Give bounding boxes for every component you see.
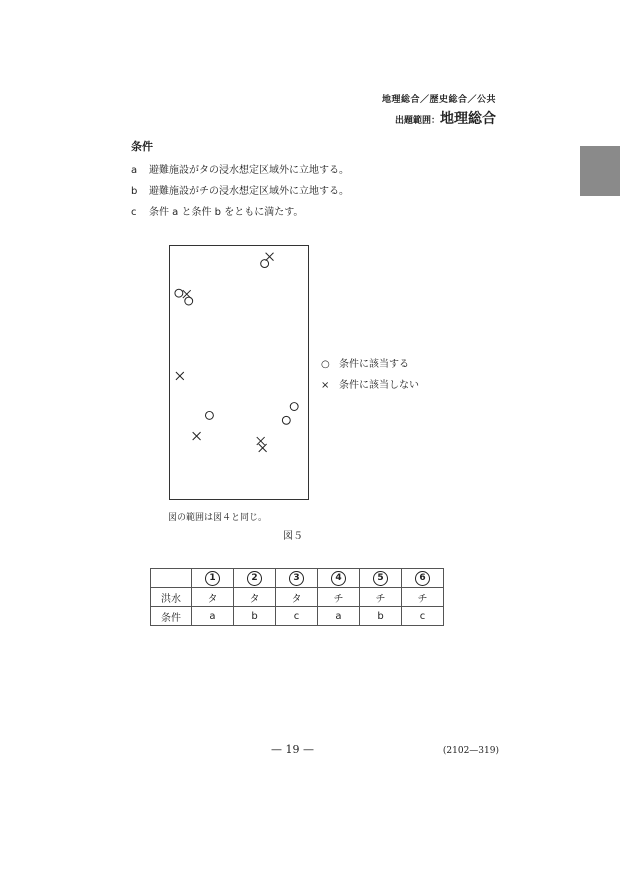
- marker-cross: [176, 372, 184, 380]
- condition-a: [131, 161, 349, 176]
- choice-4: 4: [318, 569, 360, 588]
- legend-not-meets: [321, 376, 419, 391]
- condition-text: 条件 a と条件 b をともに満たす。: [149, 207, 304, 218]
- table-cell: b: [360, 607, 402, 626]
- choice-6: 6: [402, 569, 444, 588]
- marker-cross: [266, 253, 274, 261]
- table-header-row: [151, 569, 444, 588]
- range-label: 出題範囲：: [394, 116, 440, 126]
- figure-caption: 図５: [283, 531, 303, 542]
- marker-cross: [257, 437, 265, 445]
- circle-symbol: ○: [321, 359, 330, 370]
- condition-letter: b: [131, 186, 138, 197]
- row-label: 洪水: [151, 588, 192, 607]
- marker-circle: [290, 403, 298, 411]
- table-cell: c: [276, 607, 318, 626]
- header-subjects: 地理総合／歴史総合／公共: [381, 95, 496, 105]
- legend-label: 条件に該当する: [339, 359, 409, 370]
- answer-table: [150, 568, 444, 626]
- table-cell: タ: [192, 588, 234, 607]
- page-number: — 19 —: [271, 743, 314, 756]
- choice-5: 5: [360, 569, 402, 588]
- condition-letter: c: [131, 207, 137, 218]
- table-row: [151, 607, 444, 626]
- legend-meets: [321, 355, 409, 370]
- side-tab: [580, 146, 620, 196]
- table-cell: チ: [402, 588, 444, 607]
- condition-letter: a: [131, 165, 138, 176]
- table-cell: タ: [276, 588, 318, 607]
- marker-circle: [185, 297, 193, 305]
- marker-cross: [259, 444, 267, 452]
- table-cell: b: [234, 607, 276, 626]
- choice-1: 1: [192, 569, 234, 588]
- map-figure: [169, 245, 309, 500]
- header-range: [395, 108, 496, 128]
- legend-label: 条件に該当しない: [339, 380, 419, 391]
- table-corner: [151, 569, 192, 588]
- choice-2: 2: [234, 569, 276, 588]
- marker-circle: [282, 416, 290, 424]
- table-cell: タ: [234, 588, 276, 607]
- table-row: [151, 588, 444, 607]
- condition-b: [131, 182, 349, 197]
- row-label: 条件: [151, 607, 192, 626]
- table-cell: a: [318, 607, 360, 626]
- marker-cross: [183, 290, 191, 298]
- marker-circle: [261, 260, 269, 268]
- marker-cross: [193, 432, 201, 440]
- condition-text: 避難施設がチの浸水想定区域外に立地する。: [149, 186, 349, 197]
- table-cell: チ: [318, 588, 360, 607]
- page-code: (2102—319): [442, 746, 499, 756]
- cross-symbol: ×: [321, 380, 330, 391]
- table-cell: c: [402, 607, 444, 626]
- map-note: 図の範囲は図４と同じ。: [168, 513, 268, 523]
- condition-c: [131, 203, 303, 218]
- marker-circle: [205, 411, 213, 419]
- range-value: 地理総合: [440, 111, 496, 127]
- marker-circle: [175, 289, 183, 297]
- choice-3: 3: [276, 569, 318, 588]
- condition-text: 避難施設がタの浸水想定区域外に立地する。: [149, 165, 349, 176]
- table-cell: a: [192, 607, 234, 626]
- table-cell: チ: [360, 588, 402, 607]
- conditions-title: 条件: [131, 140, 153, 153]
